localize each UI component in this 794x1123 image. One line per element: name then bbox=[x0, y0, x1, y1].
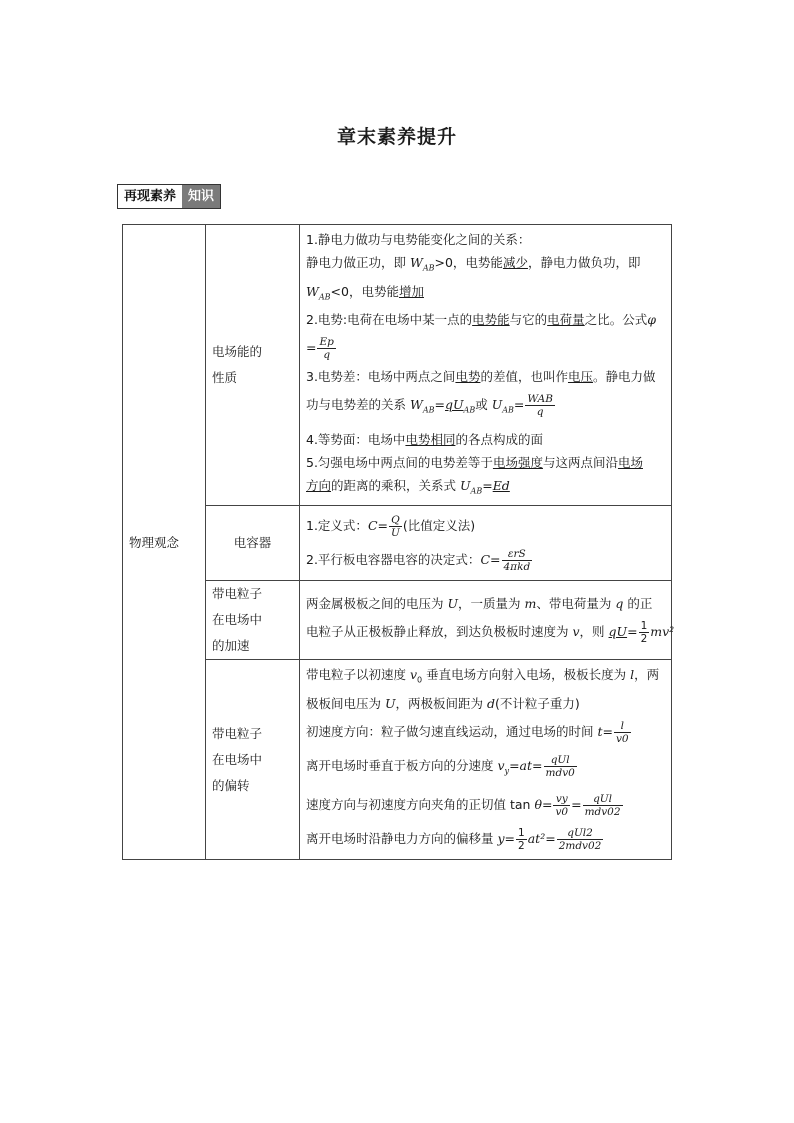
text-line: 功与电势差的关系 $W_{AB}=qU_{AB}$或 $U_{AB}=$ $\frac{\text{WAB}}{q}$ bbox=[306, 393, 553, 418]
answer-underline: $qU_{AB}$ bbox=[444, 397, 476, 415]
fraction: $\frac{l}{v0}$ bbox=[616, 719, 629, 745]
text-line: 带电粒子以初速度 $v_0$ 垂直电场方向射入电场，极板长度为 l，两 bbox=[306, 667, 660, 685]
text-line: 初速度方向：粒子做匀速直线运动，通过电场的时间 t= $\frac{l}{v0}$ bbox=[306, 719, 629, 745]
text-line: 速度方向与初速度方向夹角的正切值 tan θ= $\frac{vy}{v0}$ = $\frac{\text{qUl}}{\text{mdv02}}$ bbox=[306, 793, 621, 818]
fraction: $\frac{vy}{v0}$ bbox=[555, 793, 569, 818]
fraction: $\frac{Ep}{q}$ bbox=[319, 336, 334, 361]
fraction: $\frac{\text{qUl}}{\text{mdv02}}$ bbox=[584, 793, 621, 818]
topic-line: 在电场中 bbox=[212, 751, 263, 767]
fraction: $\frac{Q}{U}$ bbox=[391, 514, 400, 539]
answer-underline: 方向 bbox=[306, 477, 332, 493]
page-title: 章末素养提升 bbox=[336, 126, 457, 148]
content-cell-acceleration bbox=[300, 581, 675, 660]
answer-underline: 电荷量 bbox=[547, 312, 585, 327]
answer-underline: Ed bbox=[492, 477, 510, 493]
answer-underline: 电场 bbox=[617, 454, 643, 470]
answer-underline: 电场强度 bbox=[492, 454, 543, 470]
fraction: $\frac{\text{εrS}}{\text{4πkd}}$ bbox=[503, 548, 531, 573]
topic-line: 电场能的 bbox=[212, 344, 263, 359]
answer-underline: 增加 bbox=[398, 283, 424, 299]
text-line: 极板间电压为 U，两极板间距为 d(不计粒子重力) bbox=[306, 695, 580, 711]
text-line: 电粒子从正极板静止释放，到达负极板时速度为 v，则 qU= $\frac{1}{2}$ mv² bbox=[306, 619, 675, 645]
text-line: 2.电势:电荷在电场中某一点的电势能与它的电荷量之比。公式φ bbox=[306, 312, 656, 327]
topic-cell-energy bbox=[206, 225, 300, 506]
banner-label: 再现素养 bbox=[118, 185, 182, 208]
answer-underline: 减少 bbox=[502, 255, 528, 270]
category-cell bbox=[123, 225, 206, 860]
text-line: = $\frac{Ep}{q}$ bbox=[306, 336, 334, 361]
topic-line: 带电粒子 bbox=[212, 725, 263, 741]
text-line: 4.等势面：电场中电势相同的各点构成的面 bbox=[306, 431, 543, 447]
answer-underline: 电压 bbox=[567, 369, 593, 384]
fraction: $\frac{1}{2}$ bbox=[518, 827, 525, 852]
topic-line: 在电场中 bbox=[212, 612, 263, 627]
fraction: $\frac{1}{2}$ bbox=[640, 619, 648, 645]
topic-line: 的偏转 bbox=[212, 777, 250, 793]
text-line: 离开电场时垂直于板方向的分速度 $v_y=at=$ $\frac{\text{qUl}}{\text{mdv0}}$ bbox=[306, 753, 575, 779]
answer-underline: qU bbox=[608, 623, 628, 639]
topic-line: 电容器 bbox=[233, 535, 272, 550]
fraction: $\frac{\text{WAB}}{q}$ bbox=[527, 393, 553, 418]
text-line: 两金属极板之间的电压为 U，一质量为 m、带电荷量为 q 的正 bbox=[306, 595, 653, 611]
answer-underline: 电势能 bbox=[472, 312, 510, 327]
topic-line: 带电粒子 bbox=[212, 586, 263, 601]
content-cell-capacitor bbox=[300, 506, 672, 581]
section-banner bbox=[117, 184, 221, 209]
text-line: 3.电势差：电场中两点之间电势的差值，也叫作电压。静电力做 bbox=[306, 369, 656, 384]
topic-cell-deflection bbox=[206, 660, 300, 860]
topic-cell-capacitor bbox=[206, 506, 300, 581]
category-label: 物理观念 bbox=[129, 535, 180, 550]
text-line: $W_{AB}<0$，电势能增加 bbox=[306, 283, 424, 301]
text-line: 1.定义式：C= $\frac{Q}{U}$ (比值定义法) bbox=[306, 514, 476, 539]
content-cell-energy bbox=[300, 225, 672, 506]
text-line: 离开电场时沿静电力方向的偏移量 y= $\frac{1}{2}$ at²= $\frac{\text{qUl2}}{\text{2mdv02}}$ bbox=[306, 827, 602, 852]
topic-cell-acceleration bbox=[206, 581, 300, 660]
text-line: 2.平行板电容器电容的决定式：C= $\frac{\text{εrS}}{\text{4πkd}}$ bbox=[306, 548, 531, 573]
text-line: 5.匀强电场中两点间的电势差等于电场强度与这两点间沿电场 bbox=[306, 454, 643, 470]
content-cell-deflection bbox=[300, 660, 672, 860]
text-line: 静电力做正功，即 $W_{AB}>0$，电势能减少，静电力做负功，即 bbox=[306, 255, 641, 273]
answer-underline: 电势 bbox=[455, 369, 481, 384]
banner-tag: 知识 bbox=[182, 185, 220, 208]
fraction: $\frac{\text{qUl2}}{\text{2mdv02}}$ bbox=[558, 827, 602, 852]
answer-underline: 电势相同 bbox=[405, 431, 456, 447]
knowledge-table bbox=[122, 224, 675, 860]
fraction: $\frac{\text{qUl}}{\text{mdv0}}$ bbox=[545, 753, 575, 779]
text-line: 1.静电力做功与电势能变化之间的关系： bbox=[306, 232, 531, 247]
text-line: 方向的距离的乘积，关系式 $U_{AB}=Ed$ bbox=[306, 477, 510, 495]
topic-line: 的加速 bbox=[212, 638, 250, 653]
topic-line: 性质 bbox=[212, 370, 238, 385]
